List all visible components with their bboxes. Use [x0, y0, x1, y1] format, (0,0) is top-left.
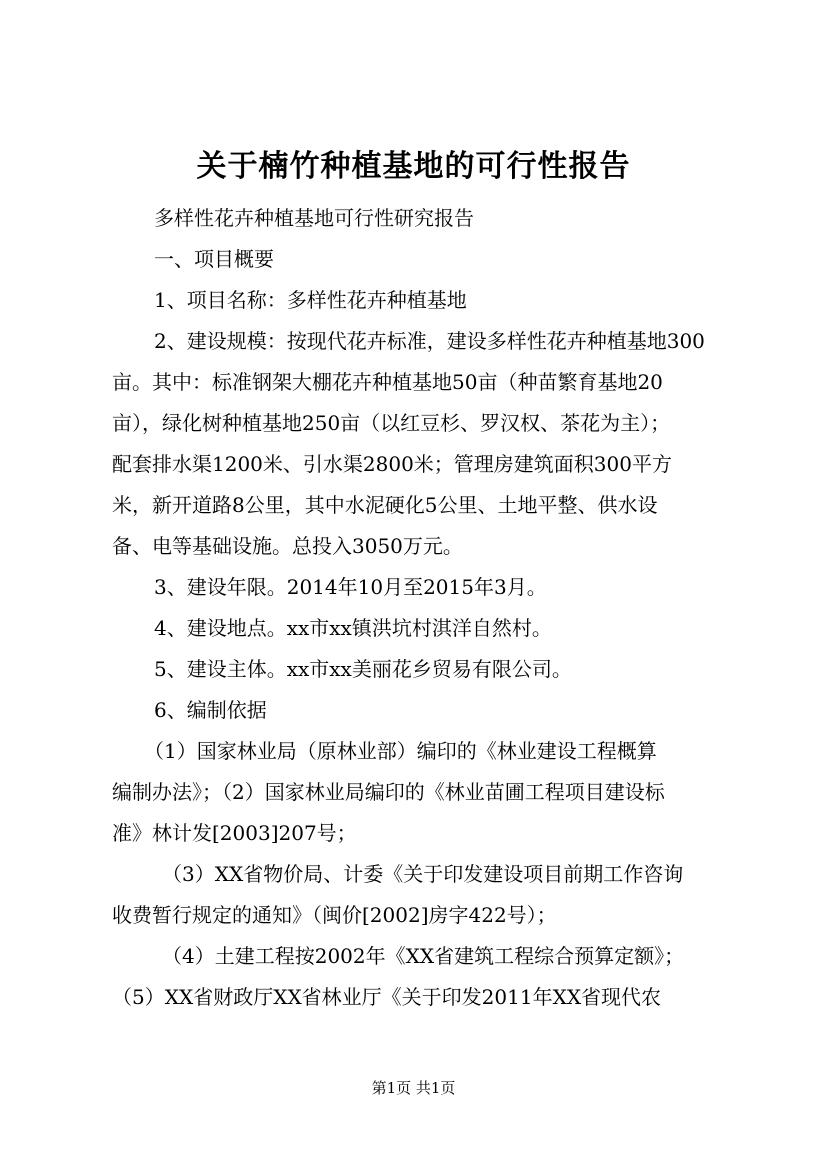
paragraph-line: 1、项目名称：多样性花卉种植基地: [154, 288, 467, 312]
paragraph-line: 4、建设地点。xx市xx镇洪坑村淇洋自然村。: [154, 616, 552, 640]
section-heading: 一、项目概要: [154, 247, 274, 271]
paragraph-line: 编制办法》；（2）国家林业局编印的《林业苗圃工程项目建设标: [112, 780, 665, 804]
document-title: 关于楠竹种植基地的可行性报告: [196, 149, 631, 184]
paragraph-line: 配套排水渠1200米、引水渠2800米；管理房建筑面积300平方: [112, 452, 672, 476]
page-footer: 第1页 共1页: [371, 1079, 456, 1097]
paragraph-line: 2、建设规模：按现代花卉标准，建设多样性花卉种植基地300: [154, 329, 705, 353]
paragraph-line: 备、电等基础设施。总投入3050万元。: [112, 534, 463, 558]
paragraph-line: （5）XX省财政厅XX省林业厅《关于印发2011年XX省现代农: [112, 985, 662, 1009]
paragraph-line: （3）XX省物价局、计委《关于印发建设项目前期工作咨询: [162, 862, 684, 886]
paragraph-line: 5、建设主体。xx市xx美丽花乡贸易有限公司。: [154, 657, 572, 681]
paragraph-line: （1）国家林业局（原林业部）编印的《林业建设工程概算: [144, 739, 657, 763]
paragraph-line: 亩。其中：标准钢架大棚花卉种植基地50亩（种苗繁育基地20: [112, 370, 663, 394]
paragraph-line: 米，新开道路8公里，其中水泥硬化5公里、土地平整、供水设: [112, 493, 658, 517]
paragraph-line: 6、编制依据: [154, 698, 267, 722]
paragraph-line: （4）土建工程按2002年《XX省建筑工程综合预算定额》；: [162, 944, 685, 968]
paragraph-line: 收费暂行规定的通知》（闽价[2002]房字422号）；: [112, 903, 557, 927]
document-body: [112, 198, 732, 1018]
paragraph-line: 亩），绿化树种植基地250亩（以红豆杉、罗汉权、茶花为主）；: [112, 411, 671, 435]
paragraph-line: 准》林计发[2003]207号；: [112, 821, 357, 845]
paragraph-line: 3、建设年限。2014年10月至2015年3月。: [154, 575, 547, 599]
paragraph-line: 多样性花卉种植基地可行性研究报告: [154, 206, 474, 230]
